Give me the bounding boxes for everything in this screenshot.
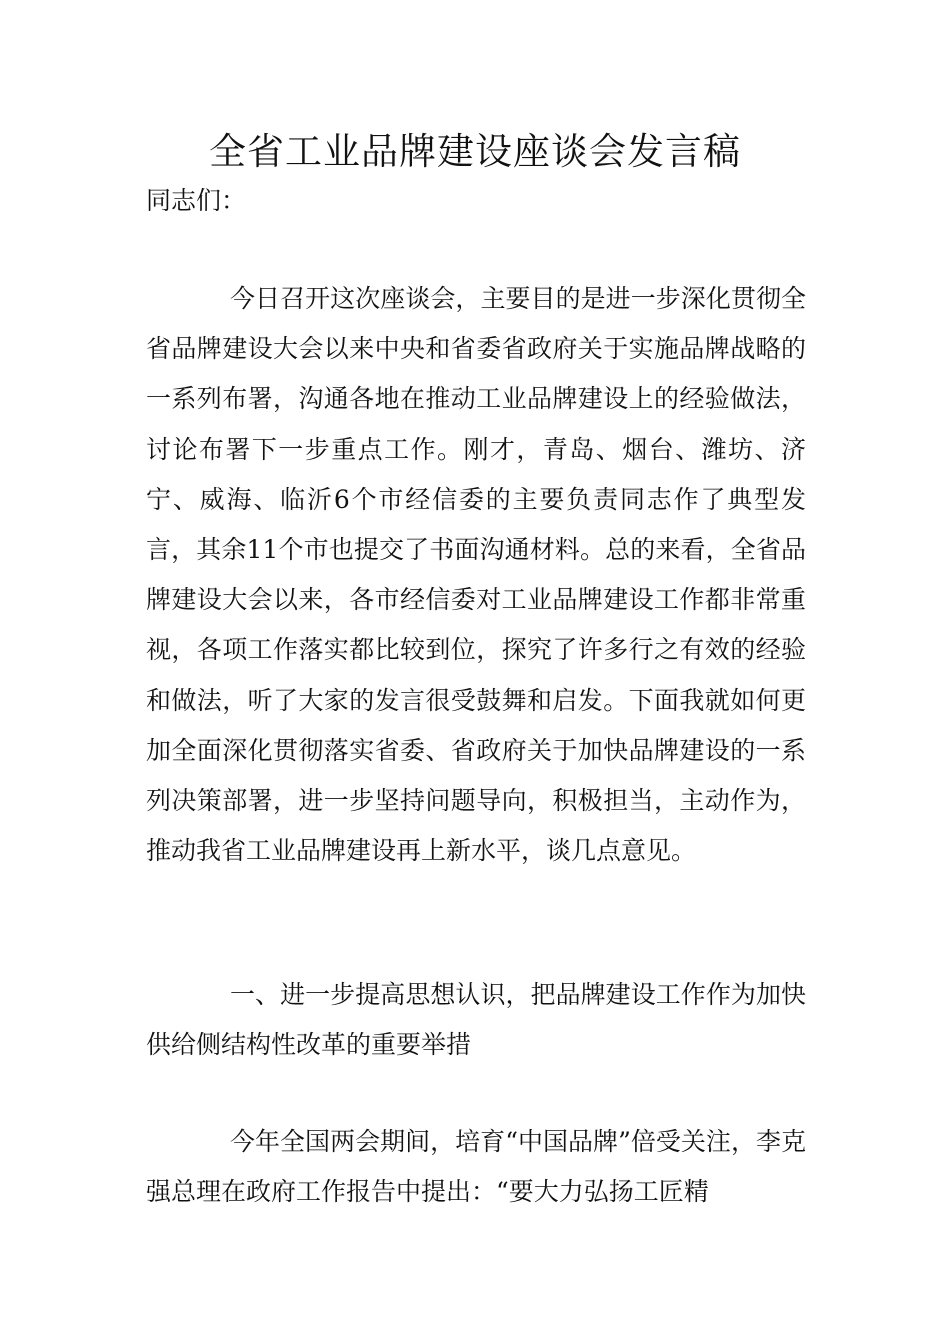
paragraph-intro: 今日召开这次座谈会，主要目的是进一步深化贯彻全省品牌建设大会以来中央和省委省政府关于实施品牌战略的一系列布署，沟通各地在推动工业品牌建设上的经验做法，讨论布署下一步重点工作。刚才，青岛、烟台、潍坊、济宁、威海、临沂6个市经信委的主要负责同志作了典型发言，其余11个市也提交了书面沟通材料。总的来看，全省品牌建设大会以来，各市经信委对工业品牌建设工作都非常重视，各项工作落实都比较到位，探究了许多行之有效的经验和做法，听了大家的发言很受鼓舞和启发。下面我就如何更加全面深化贯彻落实省委、省政府关于加快品牌建设的一系列决策部署，进一步坚持问题导向，积极担当，主动作为，推动我省工业品牌建设再上新水平，谈几点意见。 — [146, 284, 806, 866]
paragraph-section-one: 今年全国两会期间，培育“中国品牌”倍受关注，李克强总理在政府工作报告中提出：“要大力弘扬工匠精 — [146, 1127, 806, 1207]
section-heading-one: 一、进一步提高思想认识，把品牌建设工作作为加快供给侧结构性改革的重要举措 — [146, 980, 806, 1060]
salutation: 同志们： — [146, 186, 247, 215]
document-title: 全省工业品牌建设座谈会发言稿 — [209, 130, 741, 173]
